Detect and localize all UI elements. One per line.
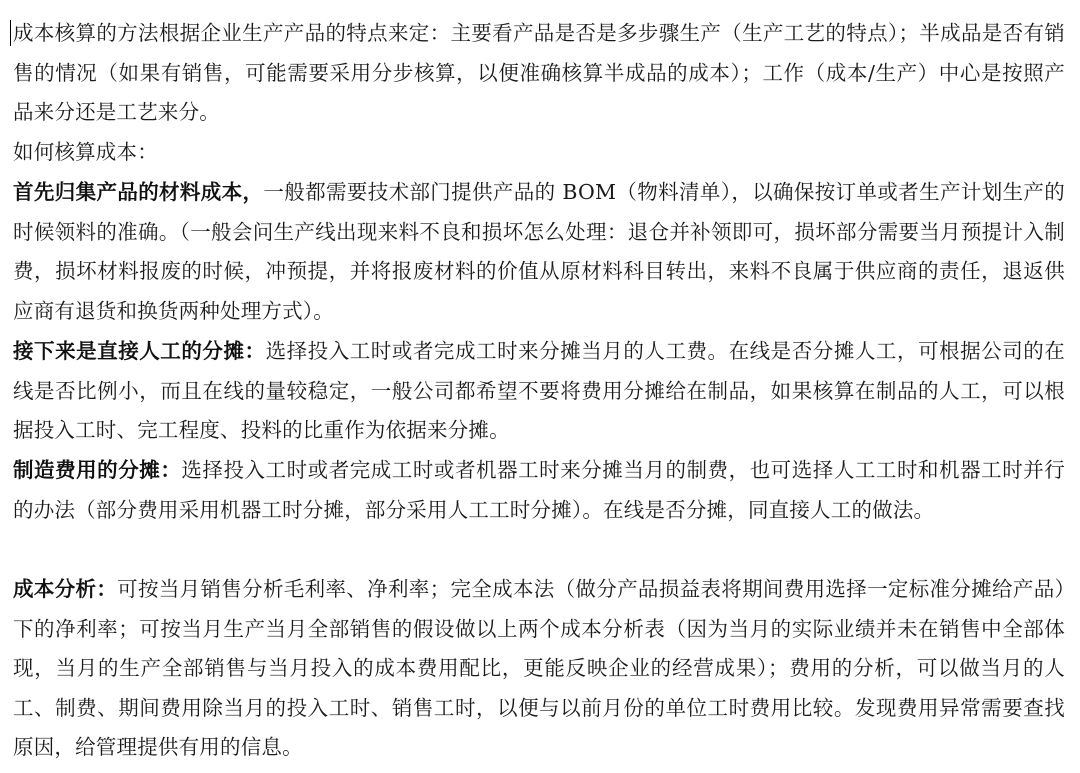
paragraph-text: 成本核算的方法根据企业生产产品的特点来定：主要看产品是否是多步骤生产（生产工艺的特点）；半成品是否有销售的情况（如果有销售，可能需要采用分步核算，以便准确核算半成品的成本）；工作（成本/生产）中心是按照产品来分还是工艺来分。 [13,21,1065,125]
paragraph-text: 可按当月销售分析毛利率、净利率；完全成本法（做分产品损益表将期间费用选择一定标准分摊给产品）下的净利率；可按当月生产当月全部销售的假设做以上两个成本分析表（因为当月的实际业绩并未在销售中全部体现，当月的生产全部销售与当月投入的成本费用配比，更能反映企业的经营成果）；费用的分析，可以做当月的人工、制费、期间费用除当月的投入工时、销售工时，以便与以前月份的单位工时费用比较。发现费用异常需要查找原因，给管理提供有用的信息。 [13,577,1065,760]
paragraph-text: 选择投入工时或者完成工时或者机器工时来分摊当月的制费，也可选择人工工时和机器工时并行的办法（部分费用采用机器工时分摊，部分采用人工工时分摊）。在线是否分摊，同直接人工的做法。 [13,458,1065,522]
paragraph-heading: 制造费用的分摊： [13,458,182,482]
paragraph-text: 如何核算成本： [13,140,158,164]
paragraph-heading: 成本分析： [13,577,118,601]
paragraph-manufacturing-overhead [13,451,1065,530]
paragraph-material-cost [13,173,1065,331]
paragraph-heading: 首先归集产品的材料成本， [13,180,264,204]
paragraph-how-to-cost [13,133,1065,173]
paragraph-text: 选择投入工时或者完成工时来分摊当月的人工费。在线是否分摊人工，可根据公司的在线是否比例小，而且在线的量较稳定，一般公司都希望不要将费用分摊给在制品，如果核算在制品的人工，可以根据投入工时、完工程度、投料的比重作为依据来分摊。 [13,339,1065,443]
paragraph-direct-labor [13,332,1065,451]
paragraph-costing-method [13,14,1065,133]
paragraph-text: 一般都需要技术部门提供产品的 BOM（物料清单），以确保按订单或者生产计划生产的时候领料的准确。（一般会问生产线出现来料不良和损坏怎么处理：退仓并补领即可，损坏部分需要当月预提计入制费，损坏材料报废的时候，冲预提，并将报废材料的价值从原材料科目转出，来料不良属于供应商的责任，退返供应商有退货和换货两种处理方式）。 [13,180,1065,323]
paragraph-cost-analysis [13,570,1065,768]
paragraph-heading: 接下来是直接人工的分摊： [13,339,266,363]
text-cursor [10,20,11,46]
